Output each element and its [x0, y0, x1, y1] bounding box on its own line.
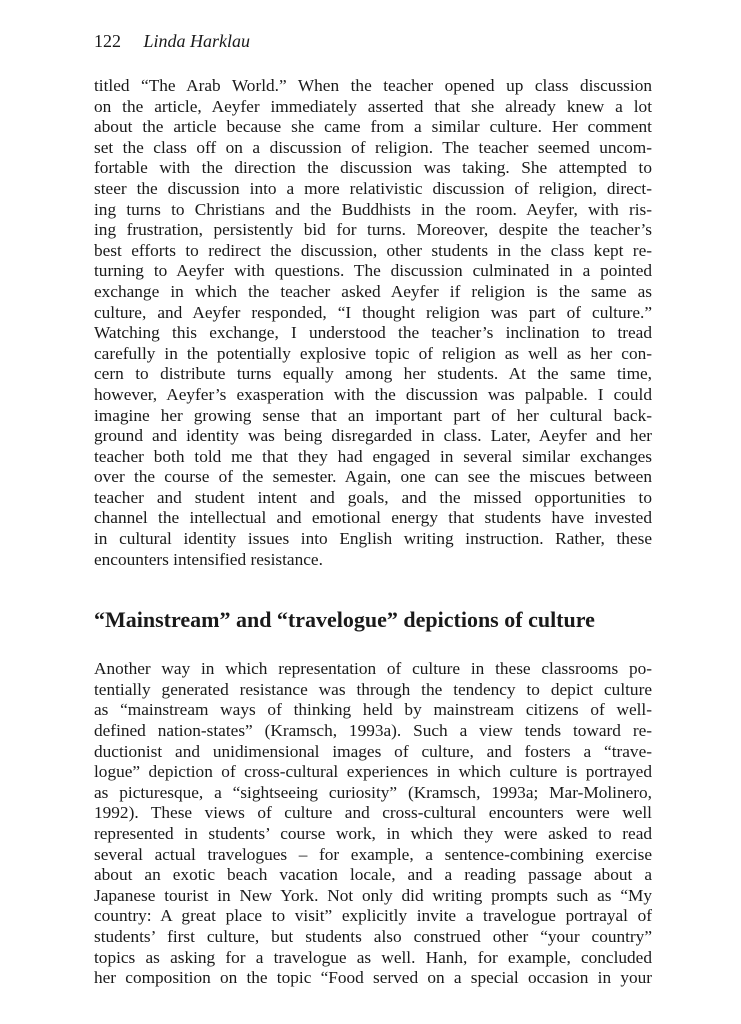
text-line: defined nation-states” (Kramsch, 1993a). Such a view tends toward re-	[94, 721, 652, 741]
text-line: about the article because she came from a similar culture. Her comment	[94, 117, 652, 137]
text-line: students’ first culture, but students also construed other “your country”	[94, 926, 652, 946]
text-line: best efforts to redirect the discussion, other students in the class kept re-	[94, 240, 652, 260]
text-line: country: A great place to visit” explicitly invite a travelogue portrayal of	[94, 906, 652, 926]
text-line: over the course of the semester. Again, one can see the miscues between	[94, 467, 652, 487]
text-line: ing frustration, persistently bid for turns. Moreover, despite the teacher’s	[94, 220, 652, 240]
running-head	[94, 30, 652, 52]
text-line: ground and identity was being disregarded in class. Later, Aeyfer and her	[94, 426, 652, 446]
text-line: several actual travelogues – for example, a sentence-combining exercise	[94, 844, 652, 864]
text-line: topics as asking for a travelogue as well. Hanh, for example, concluded	[94, 947, 652, 967]
text-line: exchange in which the teacher asked Aeyfer if religion is the same as	[94, 281, 652, 301]
text-line: encounters intensified resistance.	[94, 549, 323, 569]
text-line: Watching this exchange, I understood the teacher’s inclination to tread	[94, 323, 652, 343]
section-heading: “Mainstream” and “travelogue” depictions of culture	[94, 607, 595, 633]
text-line: logue” depiction of cross-cultural experiences in which culture is portrayed	[94, 762, 652, 782]
body-paragraph-1	[94, 76, 652, 570]
text-line: steer the discussion into a more relativistic discussion of religion, direct-	[94, 178, 652, 198]
text-line: teacher both told me that they had engaged in several similar exchanges	[94, 446, 652, 466]
text-line: titled “The Arab World.” When the teacher opened up class discussion	[94, 76, 652, 95]
text-line: Japanese tourist in New York. Not only did writing prompts such as “My	[94, 885, 652, 905]
text-line: as picturesque, a “sightseeing curiosity” (Kramsch, 1993a; Mar-Molinero,	[94, 782, 652, 802]
text-line: fortable with the direction the discussion was taking. She attempted to	[94, 158, 652, 178]
text-line: carefully in the potentially explosive topic of religion as well as her con-	[94, 343, 652, 363]
text-line: ing turns to Christians and the Buddhists in the room. Aeyfer, with ris-	[94, 199, 652, 219]
book-page	[94, 30, 652, 989]
page-number: 122	[94, 31, 121, 51]
text-line: as “mainstream ways of thinking held by mainstream citizens of well-	[94, 700, 652, 720]
text-line: however, Aeyfer’s exasperation with the discussion was palpable. I could	[94, 384, 652, 404]
text-line: on the article, Aeyfer immediately asserted that she already knew a lot	[94, 96, 652, 116]
text-line: turning to Aeyfer with questions. The discussion culminated in a pointed	[94, 261, 652, 281]
text-line: imagine her growing sense that an important part of her cultural back-	[94, 405, 652, 425]
text-line: her composition on the topic “Food served on a special occasion in your	[94, 968, 652, 988]
text-line: represented in students’ course work, in which they were asked to read	[94, 824, 652, 843]
text-line: in cultural identity issues into English writing instruction. Rather, these	[94, 529, 652, 549]
text-line: culture, and Aeyfer responded, “I thought religion was part of culture.”	[94, 302, 652, 322]
text-line: channel the intellectual and emotional energy that students have invested	[94, 508, 652, 528]
text-line: Another way in which representation of culture in these classrooms po-	[94, 659, 652, 679]
body-paragraph-2	[94, 659, 652, 989]
running-head-author: Linda Harklau	[143, 31, 251, 51]
text-line: tentially generated resistance was through the tendency to depict culture	[94, 679, 652, 699]
text-line: cern to distribute turns equally among her students. At the same time,	[94, 364, 652, 384]
text-line: 1992). These views of culture and cross-cultural encounters were well	[94, 803, 652, 823]
text-line: about an exotic beach vacation locale, and a reading passage about a	[94, 865, 652, 885]
text-line: ductionist and unidimensional images of culture, and fosters a “trave-	[94, 741, 652, 761]
text-line: set the class off on a discussion of religion. The teacher seemed uncom-	[94, 137, 652, 157]
text-line: teacher and student intent and goals, and the missed opportunities to	[94, 487, 652, 507]
